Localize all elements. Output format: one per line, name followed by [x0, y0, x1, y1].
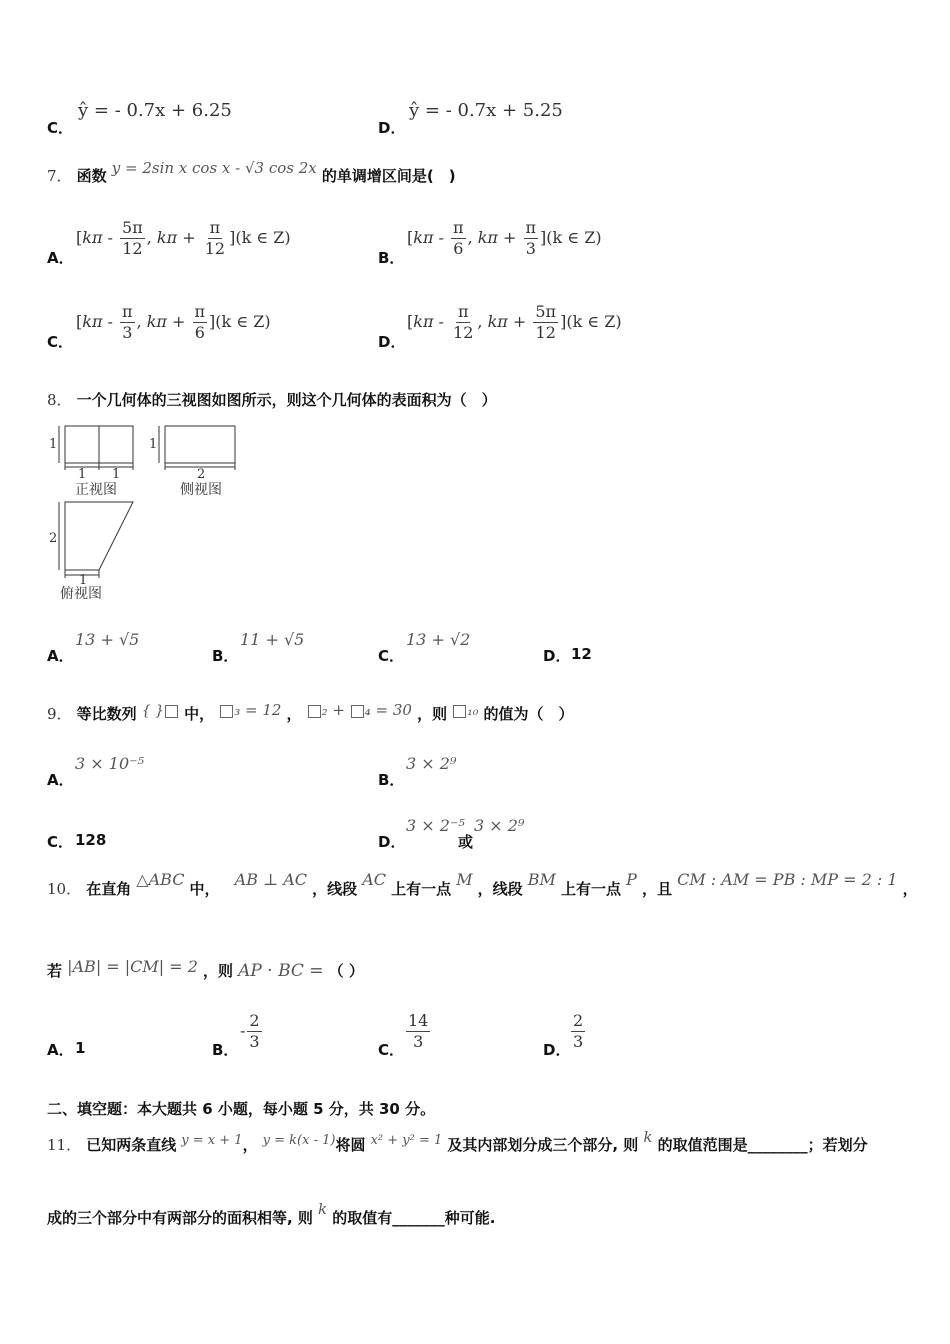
q10-t4: 上有一点 [391, 880, 452, 898]
q8-option-b-label: B． [212, 647, 239, 665]
q9-option-d-or: 或 [458, 833, 474, 851]
q11-t6: 成的三个部分中有两部分的面积相等, 则 [47, 1209, 313, 1227]
side-view-rect [165, 426, 235, 463]
q10-t6: 上有一点 [561, 880, 622, 898]
q10-b-num: 2 [249, 1011, 260, 1030]
q7-option-d-formula: [kπ - $\frac{\pi}{12}$ , kπ + $\frac{5\pi}{12}$ ](k ∈ Z) [407, 302, 622, 342]
q8-option-a-label: A． [47, 647, 74, 665]
q7-d-num1: π [457, 302, 469, 321]
q11-t4: 的取值范围是 [657, 1136, 748, 1154]
q10-option-d-label: D． [543, 1041, 571, 1059]
q10-b-sign: - [240, 1021, 246, 1040]
top-dim-width-text: 1 [79, 573, 88, 588]
q10-t3: ，线段 [312, 880, 358, 898]
q10-t9: 若 [47, 962, 63, 980]
top-dim-height-text: 2 [49, 531, 58, 546]
q7-stem [47, 159, 456, 186]
q9-option-b-value: 3 × 2⁹ [406, 754, 457, 773]
q8-option-c-value: 13 + √2 [406, 630, 471, 649]
q9-text-d: 的值为（ ） [483, 705, 574, 723]
q7-c-den2: 6 [194, 323, 205, 342]
q10-option-c-value [404, 1011, 432, 1052]
q9-condition-1: ₃ = 12 [219, 701, 281, 719]
q10-number: 10． [47, 880, 82, 898]
q8-option-d-label: D． [543, 647, 571, 665]
q7-d-num2: 5π [535, 302, 557, 321]
q9-text-c: ，则 [417, 705, 448, 723]
q7-b-tail: ](k ∈ Z) [540, 228, 602, 247]
q10-p: P [626, 870, 637, 889]
q10-t1: 在直角 [86, 880, 132, 898]
q11-blank-1[interactable]: ________ [747, 1136, 808, 1154]
q8-option-a-value: 13 + √5 [75, 630, 140, 649]
q8-text: 一个几何体的三视图如图所示，则这个几何体的表面积为（ ） [76, 391, 497, 409]
q7-b-num2: π [525, 218, 537, 237]
q8-option-d-value: 12 [571, 645, 592, 663]
q10-t11: （ ） [328, 962, 364, 980]
q9-option-a-value: 3 × 10⁻⁵ [75, 754, 144, 773]
q7-option-d-label: D． [378, 333, 406, 351]
q9-text-b: 中， [184, 705, 215, 723]
q8-option-c-label: C． [378, 647, 405, 665]
front-dim-height-text: 1 [49, 437, 58, 452]
three-view-diagram [45, 420, 245, 605]
q6-option-d-label: D． [378, 119, 406, 137]
q9-condition-2: ₂ + ₄ = 30 [307, 701, 412, 719]
q7-b-den1: 6 [453, 239, 464, 258]
q10-c-num: 14 [408, 1011, 429, 1030]
q9-option-d-value1: 3 × 2⁻⁵ [406, 816, 465, 835]
q7-a-den1: 12 [122, 239, 143, 258]
side-dim-width-text: 2 [197, 467, 206, 482]
q11-blank-2[interactable]: _______ [392, 1209, 445, 1227]
q8-stem [47, 389, 497, 410]
q9-option-b-label: B． [378, 771, 405, 789]
q10-t10: ，则 [203, 962, 234, 980]
q11-k-2: k [318, 1200, 328, 1218]
q10-t2: 中， [189, 880, 220, 898]
q9-stem [47, 703, 574, 724]
q9-number: 9． [47, 705, 72, 723]
placeholder-glyph-icon [220, 705, 233, 718]
q8-option-b-value: 11 + √5 [240, 630, 305, 649]
front-dim-left-text: 1 [78, 467, 87, 482]
q7-c-tail: ](k ∈ Z) [209, 312, 271, 331]
q8-number: 8． [47, 391, 72, 409]
q7-function: y = 2sin x cos x - √3 cos 2x [111, 159, 317, 177]
q10-abs: |AB| = |CM| = 2 [67, 957, 198, 976]
q10-d-den: 3 [573, 1032, 584, 1051]
q7-option-a-label: A． [47, 249, 74, 267]
q9-option-d-label: D． [378, 833, 406, 851]
q7-a-num2: π [209, 218, 221, 237]
q10-ratio: CM : AM = PB : MP = 2 : 1 [677, 870, 898, 889]
q9-option-c-value: 128 [75, 831, 107, 849]
q10-option-b-value [240, 1011, 264, 1052]
q11-t5: ；若划分 [807, 1136, 868, 1154]
side-dim-height-text: 1 [149, 437, 158, 452]
q10-d-num: 2 [573, 1011, 584, 1030]
q10-stem-line2 [47, 957, 364, 981]
q10-option-d-value [569, 1011, 587, 1052]
q11-line1: y = x + 1 [181, 1133, 243, 1148]
q10-c-den: 3 [413, 1032, 424, 1051]
q7-d-den2: 12 [535, 323, 556, 342]
q10-option-a-value: 1 [75, 1039, 86, 1057]
q11-t8: 种可能. [444, 1209, 496, 1227]
q11-line2: y = k(x - 1) [262, 1133, 336, 1148]
q6-option-c-label: C． [47, 119, 74, 137]
q11-stem-line2 [47, 1200, 496, 1228]
q6-option-c-formula: ŷ = - 0.7x + 6.25 [78, 100, 232, 121]
q7-d-tail: ](k ∈ Z) [560, 312, 622, 331]
q10-triangle: △ABC [136, 870, 185, 889]
q9-sequence: { } [142, 703, 179, 719]
q7-c-den1: 3 [122, 323, 133, 342]
q10-t7: ，且 [641, 880, 672, 898]
q7-text-a: 函数 [76, 167, 107, 185]
q10-t5: ，线段 [477, 880, 523, 898]
q11-k: k [643, 1128, 653, 1146]
q10-dot: AP · BC = [238, 961, 324, 981]
q9-option-d-value2: 3 × 2⁹ [474, 816, 525, 835]
q10-option-c-label: C． [378, 1041, 405, 1059]
q9-target: ₁₀ [452, 703, 478, 719]
q7-option-b-label: B． [378, 249, 405, 267]
q7-d-den1: 12 [453, 323, 474, 342]
q7-option-a-formula: [kπ - $\frac{5\pi}{12}$ , kπ + $\frac{\pi}{12}$ ](k ∈ Z) [76, 218, 291, 258]
q7-a-num1: 5π [122, 218, 143, 237]
front-view-caption: 正视图 [75, 482, 117, 498]
q7-a-tail: ](k ∈ Z) [229, 228, 291, 247]
q11-t2: 将圆 [335, 1136, 366, 1154]
placeholder-glyph-icon [165, 705, 178, 718]
q11-t3: 及其内部划分成三个部分, 则 [447, 1136, 639, 1154]
q7-a-den2: 12 [204, 239, 226, 258]
top-view-caption: 俯视图 [60, 586, 102, 602]
q9-separator: ， [286, 705, 302, 723]
top-view-trapezoid [65, 502, 133, 570]
q10-option-a-label: A． [47, 1041, 74, 1059]
q10-ac: AC [362, 870, 386, 889]
q10-bm: BM [527, 870, 556, 889]
q10-t8: ， [902, 880, 918, 898]
q7-b-num1: π [453, 218, 464, 237]
q11-stem-line1 [47, 1128, 868, 1155]
q10-option-b-label: B． [212, 1041, 239, 1059]
q7-number: 7． [47, 167, 72, 185]
q7-c-num2: π [194, 302, 206, 321]
q6-option-d-formula: ŷ = - 0.7x + 5.25 [409, 100, 563, 121]
q11-t1: 已知两条直线 [86, 1136, 177, 1154]
q7-c-num1: π [122, 302, 133, 321]
q9-option-c-label: C． [47, 833, 74, 851]
q7-option-b-formula: [kπ - $\frac{\pi}{6}$ , kπ + $\frac{\pi}{3}$ ](k ∈ Z) [407, 218, 602, 258]
q11-comma: ， [242, 1136, 258, 1154]
q9-option-a-label: A． [47, 771, 74, 789]
q10-perp: AB ⊥ AC [234, 870, 307, 889]
q9-text-a: 等比数列 [76, 705, 137, 723]
q7-b-den2: 3 [525, 239, 536, 258]
side-view-caption: 侧视图 [180, 482, 222, 498]
front-dim-right-text: 1 [112, 467, 121, 482]
q10-b-den: 3 [249, 1032, 260, 1051]
q7-text-b: 的单调增区间是( ) [321, 167, 456, 185]
placeholder-glyph-icon [453, 705, 466, 718]
q7-option-c-formula: [kπ - $\frac{\pi}{3}$ , kπ + $\frac{\pi}{6}$ ](k ∈ Z) [76, 302, 271, 342]
q7-option-c-label: C． [47, 333, 74, 351]
placeholder-glyph-icon [308, 705, 321, 718]
q10-m: M [456, 870, 473, 889]
q10-stem-line1 [47, 870, 918, 899]
section-2-title: 二、填空题：本大题共 6 小题，每小题 5 分，共 30 分。 [47, 1100, 436, 1118]
placeholder-glyph-icon [351, 705, 364, 718]
q11-circle: x² + y² = 1 [370, 1133, 443, 1148]
q11-number: 11． [47, 1136, 82, 1154]
q11-t7: 的取值有 [332, 1209, 393, 1227]
